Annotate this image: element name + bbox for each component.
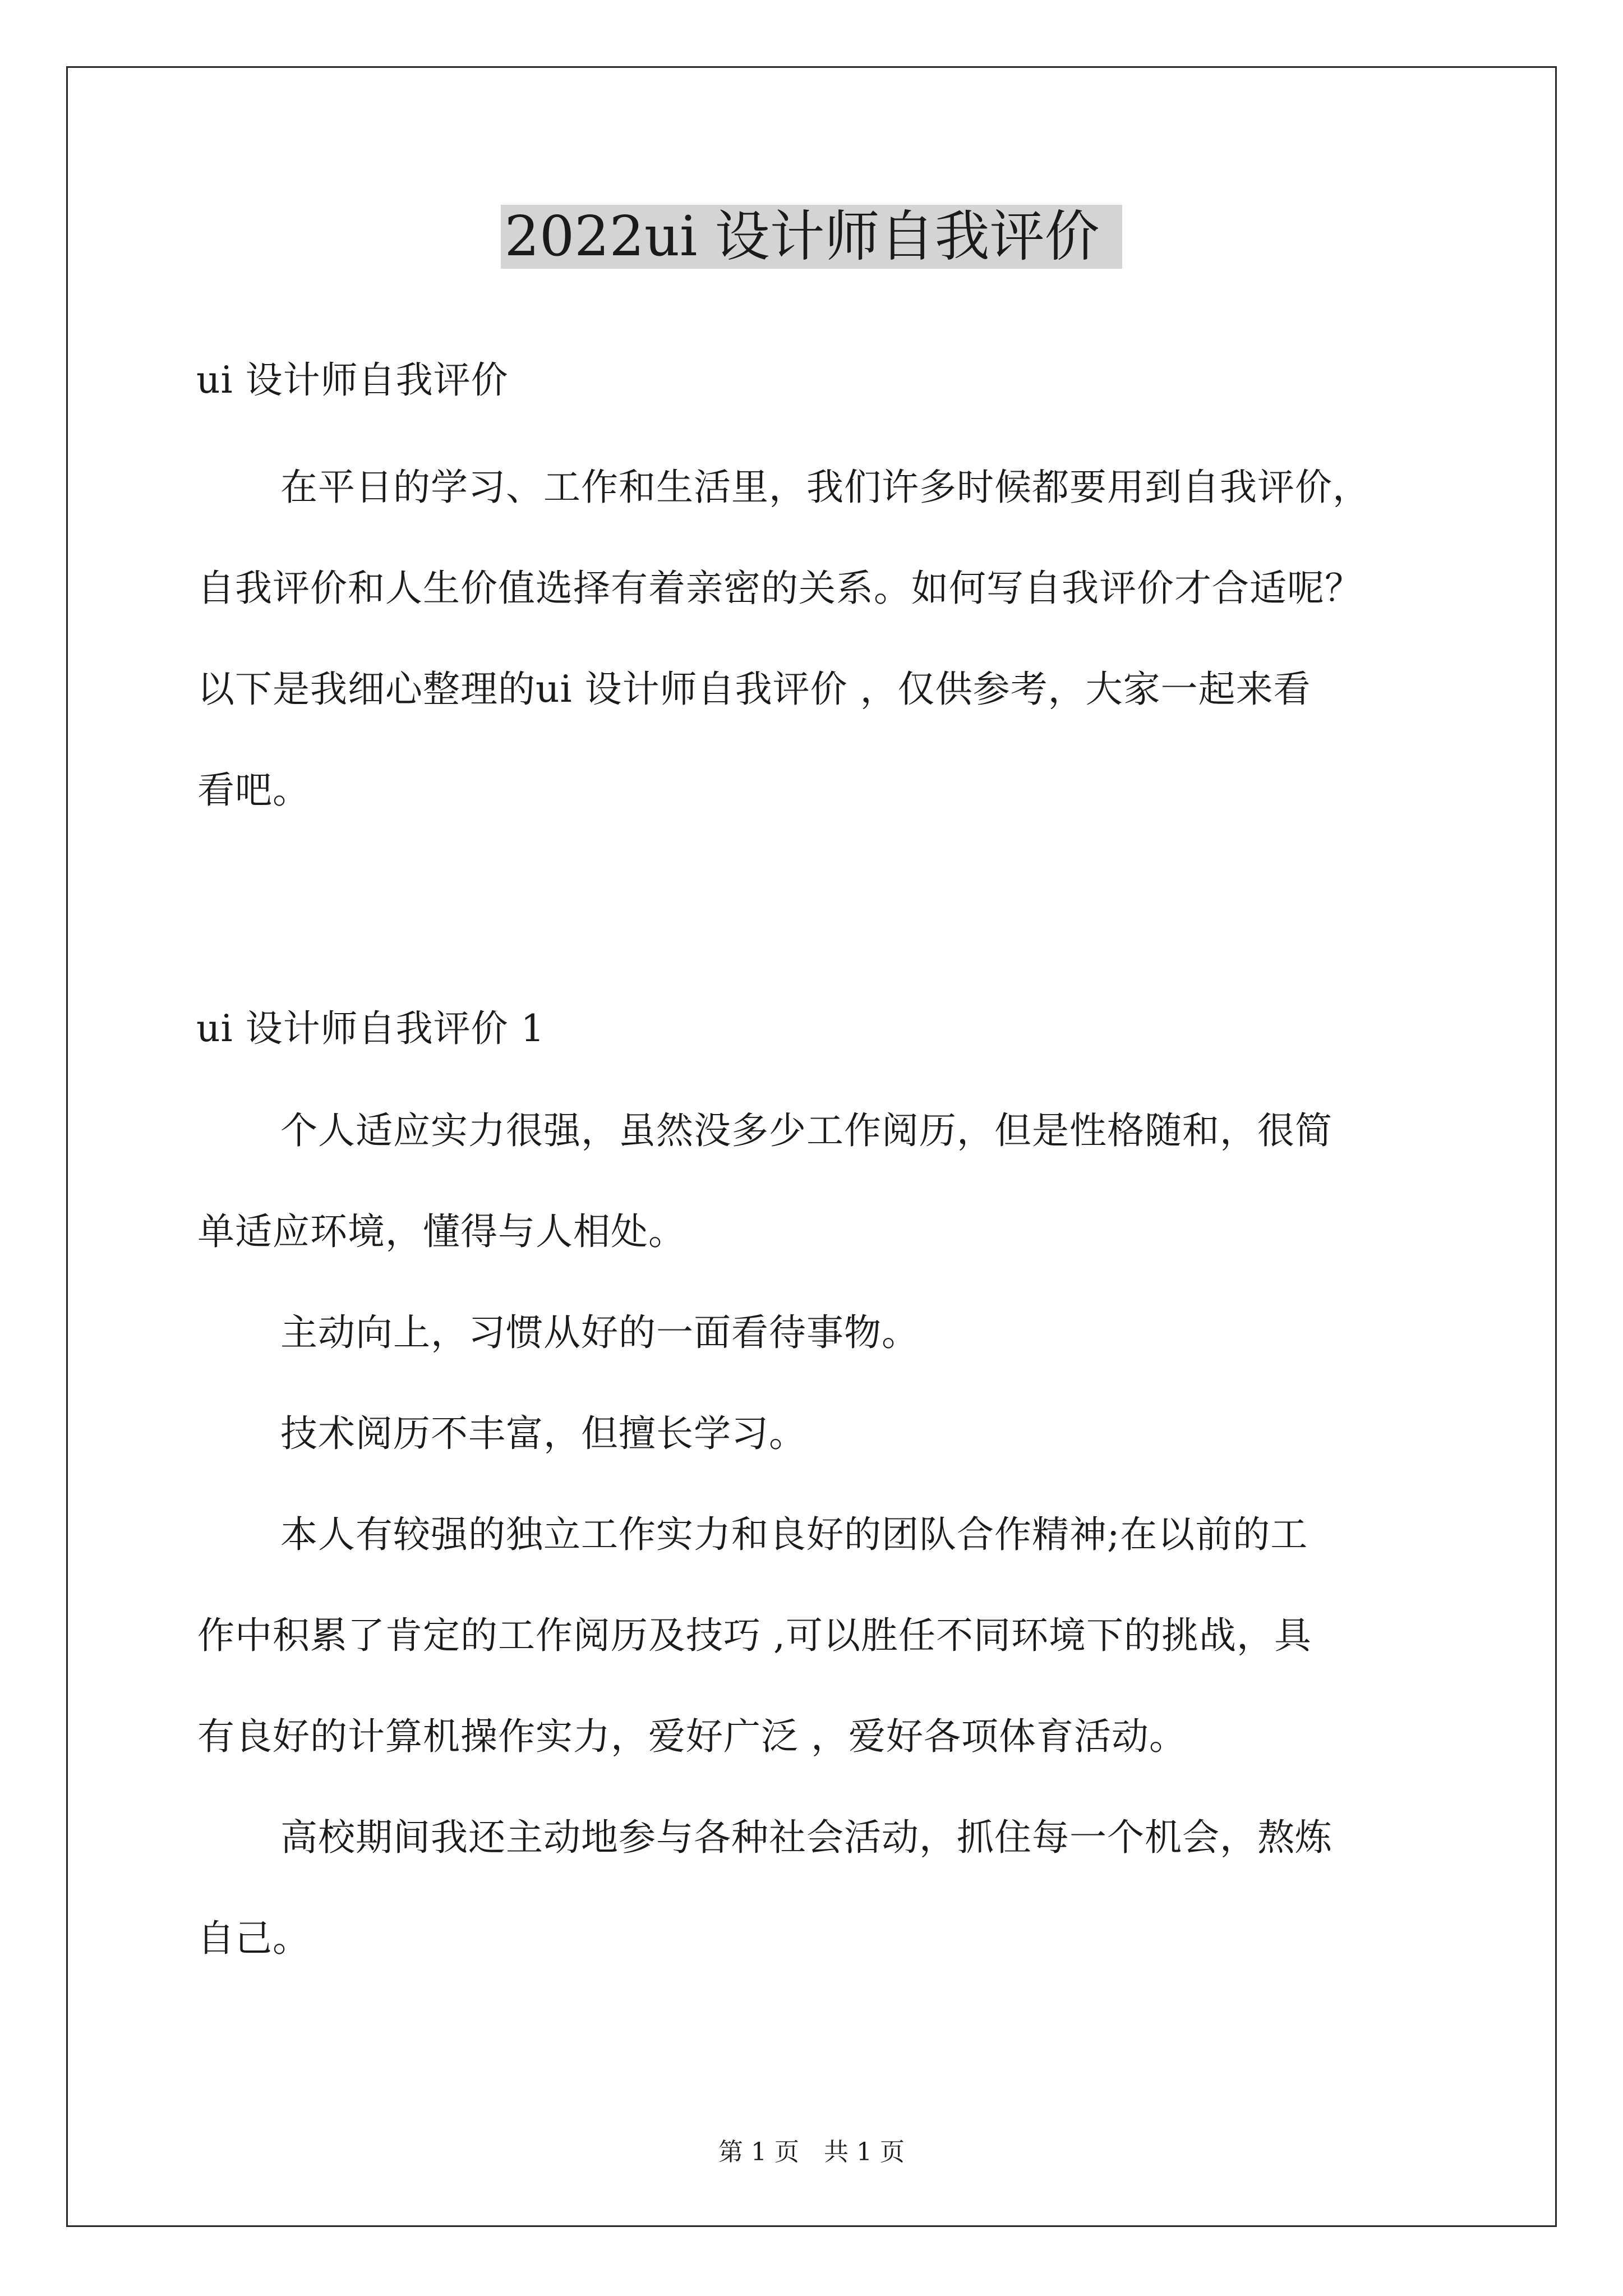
body-line-8: 高校期间我还主动地参与各种社会活动，抓住每一个机会，熬炼	[280, 1816, 1332, 1859]
body-line-2: 单适应环境，懂得与人相处。	[197, 1210, 686, 1253]
intro-line-3: 以下是我细心整理的ui 设计师自我评价 ，仅供参考，大家一起来看	[197, 668, 1311, 711]
section-heading: ui 设计师自我评价 1	[196, 1007, 545, 1050]
page-footer: 第 1 页 共 1 页	[718, 2138, 905, 2166]
body-line-4: 技术阅历不丰富，但擅长学习。	[280, 1412, 806, 1455]
intro-heading: ui 设计师自我评价	[196, 358, 509, 402]
document-title: 2022ui 设计师自我评价	[0, 197, 1623, 276]
body-line-9: 自己。	[197, 1917, 310, 1960]
body-line-7: 有良好的计算机操作实力，爱好广泛 ，爱好各项体育活动。	[197, 1715, 1187, 1758]
intro-line-1: 在平日的学习、工作和生活里，我们许多时候都要用到自我评价，	[280, 466, 1370, 509]
body-line-1: 个人适应实力很强，虽然没多少工作阅历，但是性格随和，很简	[280, 1109, 1332, 1152]
body-line-6: 作中积累了肯定的工作阅历及技巧 ,可以胜任不同环境下的挑战，具	[197, 1614, 1312, 1657]
body-line-3: 主动向上，习惯从好的一面看待事物。	[280, 1311, 919, 1354]
intro-line-2: 自我评价和人生价值选择有着亲密的关系。如何写自我评价才合适呢？	[197, 567, 1362, 610]
intro-line-4: 看吧。	[197, 769, 310, 812]
body-line-5: 本人有较强的独立工作实力和良好的团队合作精神;在以前的工	[280, 1513, 1308, 1556]
